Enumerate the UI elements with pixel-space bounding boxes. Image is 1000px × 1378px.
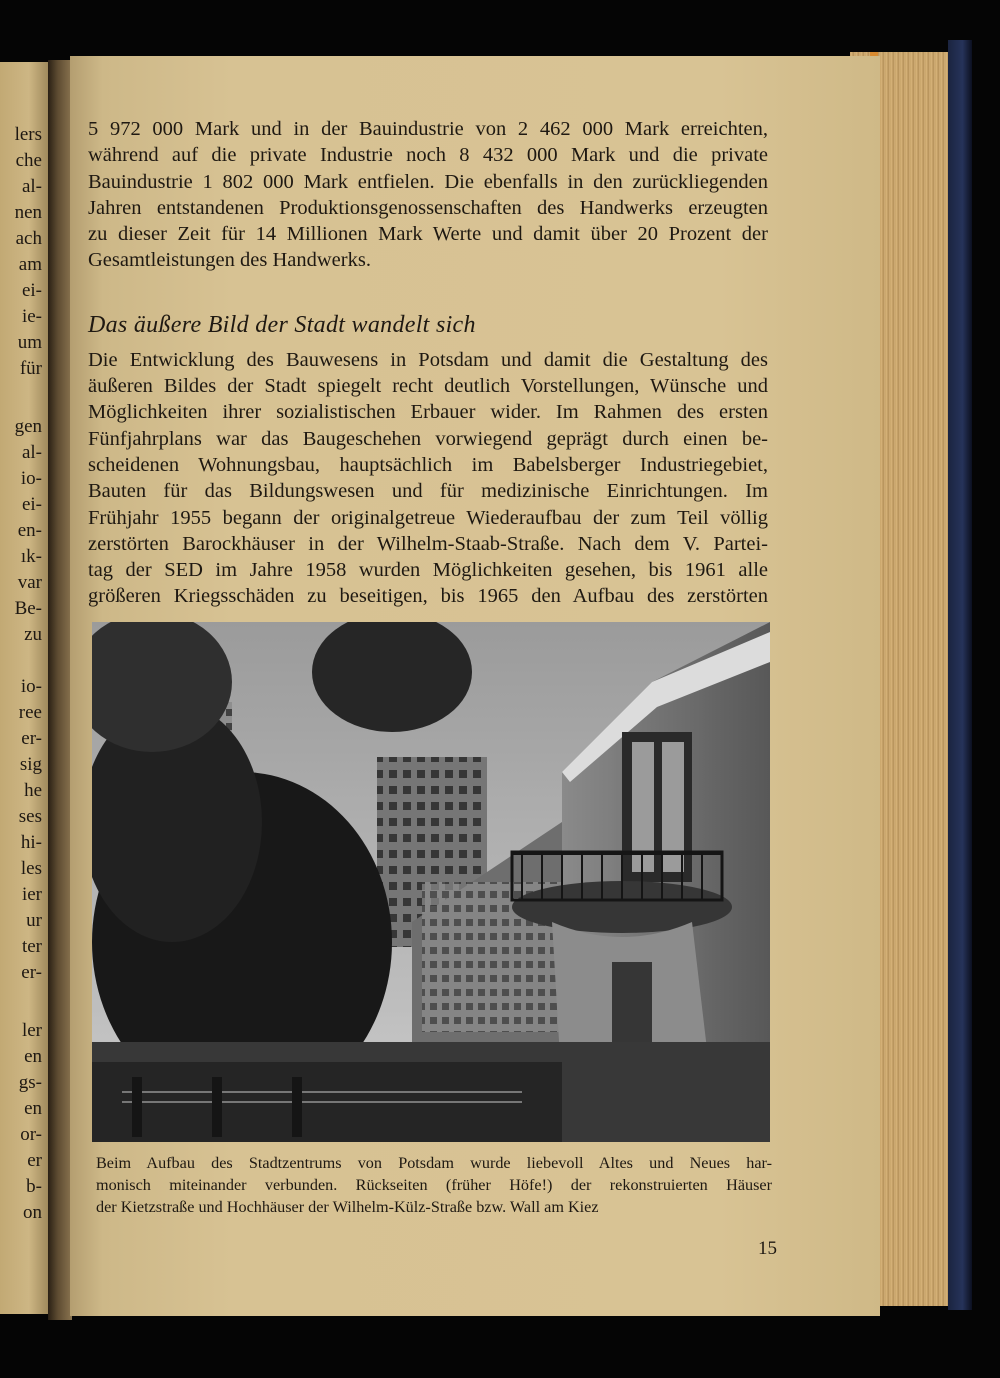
text-line: Gesamtleistungen des Handwerks.: [88, 249, 371, 272]
left-page-text-fragment: gen: [14, 416, 42, 437]
left-page-text-fragment: er-: [21, 728, 42, 749]
left-page-text-fragment: Be-: [14, 598, 42, 619]
left-page-text-fragment: en: [24, 1098, 42, 1119]
left-page-text-fragment: ei-: [21, 280, 42, 301]
caption-line: monisch miteinander verbunden. Rückseiten (früher Höfe!) der rekonstruierten Häuser: [96, 1176, 772, 1194]
left-page-text-fragment: var: [17, 572, 42, 593]
text-line: Möglichkeiten ihrer sozialistischen Erbauer wider. Im Rahmen des ersten: [88, 401, 768, 424]
left-page-text-fragment: er: [27, 1150, 42, 1171]
left-page-text-fragment: b-: [26, 1176, 42, 1197]
book-gutter: [48, 60, 72, 1320]
left-page-text-fragment: ie-: [21, 306, 42, 327]
left-page-text-fragment: am: [18, 254, 42, 275]
left-page-text-fragment: ık-: [20, 546, 42, 567]
left-page-text-fragment: les: [20, 858, 42, 879]
text-line: Die Entwicklung des Bauwesens in Potsdam und damit die Gestaltung des: [88, 348, 768, 371]
left-page-text-fragment: he: [24, 780, 42, 801]
left-page-text-fragment: che: [15, 150, 42, 171]
text-line: Bauten für das Bildungswesen und für medizinische Einrichtungen. Im: [88, 480, 768, 503]
city-center-photo: [92, 622, 770, 1142]
text-line: 5 972 000 Mark und in der Bauindustrie von 2 462 000 Mark erreichten,: [88, 118, 768, 140]
book-cover-edge: [948, 40, 972, 1310]
left-page-fragment: [0, 62, 50, 1314]
text-line: zerstörten Barockhäuser in der Wilhelm-Staab-Straße. Nach dem V. Partei-: [88, 532, 768, 555]
left-page-text-fragment: ree: [18, 702, 42, 723]
paragraph-1: [88, 116, 768, 274]
left-page-text-fragment: gs-: [18, 1072, 42, 1093]
left-page-text-fragment: ei-: [21, 494, 42, 515]
left-page-text-fragment: ter: [21, 936, 42, 957]
left-page-text-fragment: en: [24, 1046, 42, 1067]
left-page-text-fragment: lers: [14, 124, 42, 145]
left-page-text-fragment: sig: [19, 754, 42, 775]
left-page-text-fragment: ses: [18, 806, 42, 827]
text-line: während auf die private Industrie noch 8 432 000 Mark und die private: [88, 144, 768, 167]
left-page-text-fragment: um: [17, 332, 42, 353]
caption-line: Beim Aufbau des Stadtzentrums von Potsdam wurde liebevoll Altes und Neues har-: [96, 1154, 772, 1172]
left-page-text-fragment: ur: [26, 910, 42, 931]
text-line: äußeren Bildes der Stadt spiegelt recht deutlich Vorstellungen, Wünsche und: [88, 375, 768, 398]
paragraph-2: [88, 347, 768, 610]
left-page-text-fragment: al-: [21, 442, 42, 463]
left-page-text-fragment: io-: [20, 676, 42, 697]
page-text-block: [88, 116, 768, 610]
left-page-text-fragment: on: [23, 1202, 42, 1223]
left-page-text-fragment: or-: [20, 1124, 42, 1145]
left-page-text-fragment: ler: [21, 1020, 42, 1041]
left-page-text-fragment: hi-: [20, 832, 42, 853]
page-number: 15: [758, 1238, 777, 1259]
left-page-text-fragment: io-: [20, 468, 42, 489]
left-page-text-fragment: ier: [21, 884, 42, 905]
left-page-text-fragment: zu: [24, 624, 42, 645]
left-page-text-fragment: ach: [15, 228, 42, 249]
left-page-text-fragment: en-: [17, 520, 42, 541]
left-page-text-fragment: er-: [21, 962, 42, 983]
text-line: Jahren entstandenen Produktionsgenossenschaften des Handwerks erzeugten: [88, 196, 768, 219]
left-page-text-fragment: für: [19, 358, 42, 379]
text-line: Frühjahr 1955 begann der originalgetreue Wiederaufbau der zum Teil völlig: [88, 506, 768, 529]
section-heading: Das äußere Bild der Stadt wandelt sich: [88, 311, 476, 338]
text-line: Fünfjahrplans war das Baugeschehen vorwiegend geprägt durch einen be-: [88, 427, 768, 450]
left-page-text-fragment: al-: [21, 176, 42, 197]
text-line: scheidenen Wohnungsbau, hauptsächlich im Babelsberger Industriegebiet,: [88, 453, 768, 476]
book-page: [70, 56, 880, 1316]
text-line: tag der SED im Jahre 1958 wurden Möglichkeiten gesehen, bis 1961 alle: [88, 559, 768, 582]
caption-line: der Kietzstraße und Hochhäuser der Wilhelm-Külz-Straße bzw. Wall am Kiez: [96, 1198, 599, 1216]
text-line: Bauindustrie 1 802 000 Mark entfielen. Die ebenfalls in den zurückliegenden: [88, 170, 768, 193]
left-page-text-fragment: nen: [14, 202, 42, 223]
text-line: zu dieser Zeit für 14 Millionen Mark Werte und damit über 20 Prozent der: [88, 223, 768, 246]
photo-caption: [96, 1152, 772, 1218]
text-line: größeren Kriegsschäden zu beseitigen, bis 1965 den Aufbau des zerstörten: [88, 585, 768, 608]
